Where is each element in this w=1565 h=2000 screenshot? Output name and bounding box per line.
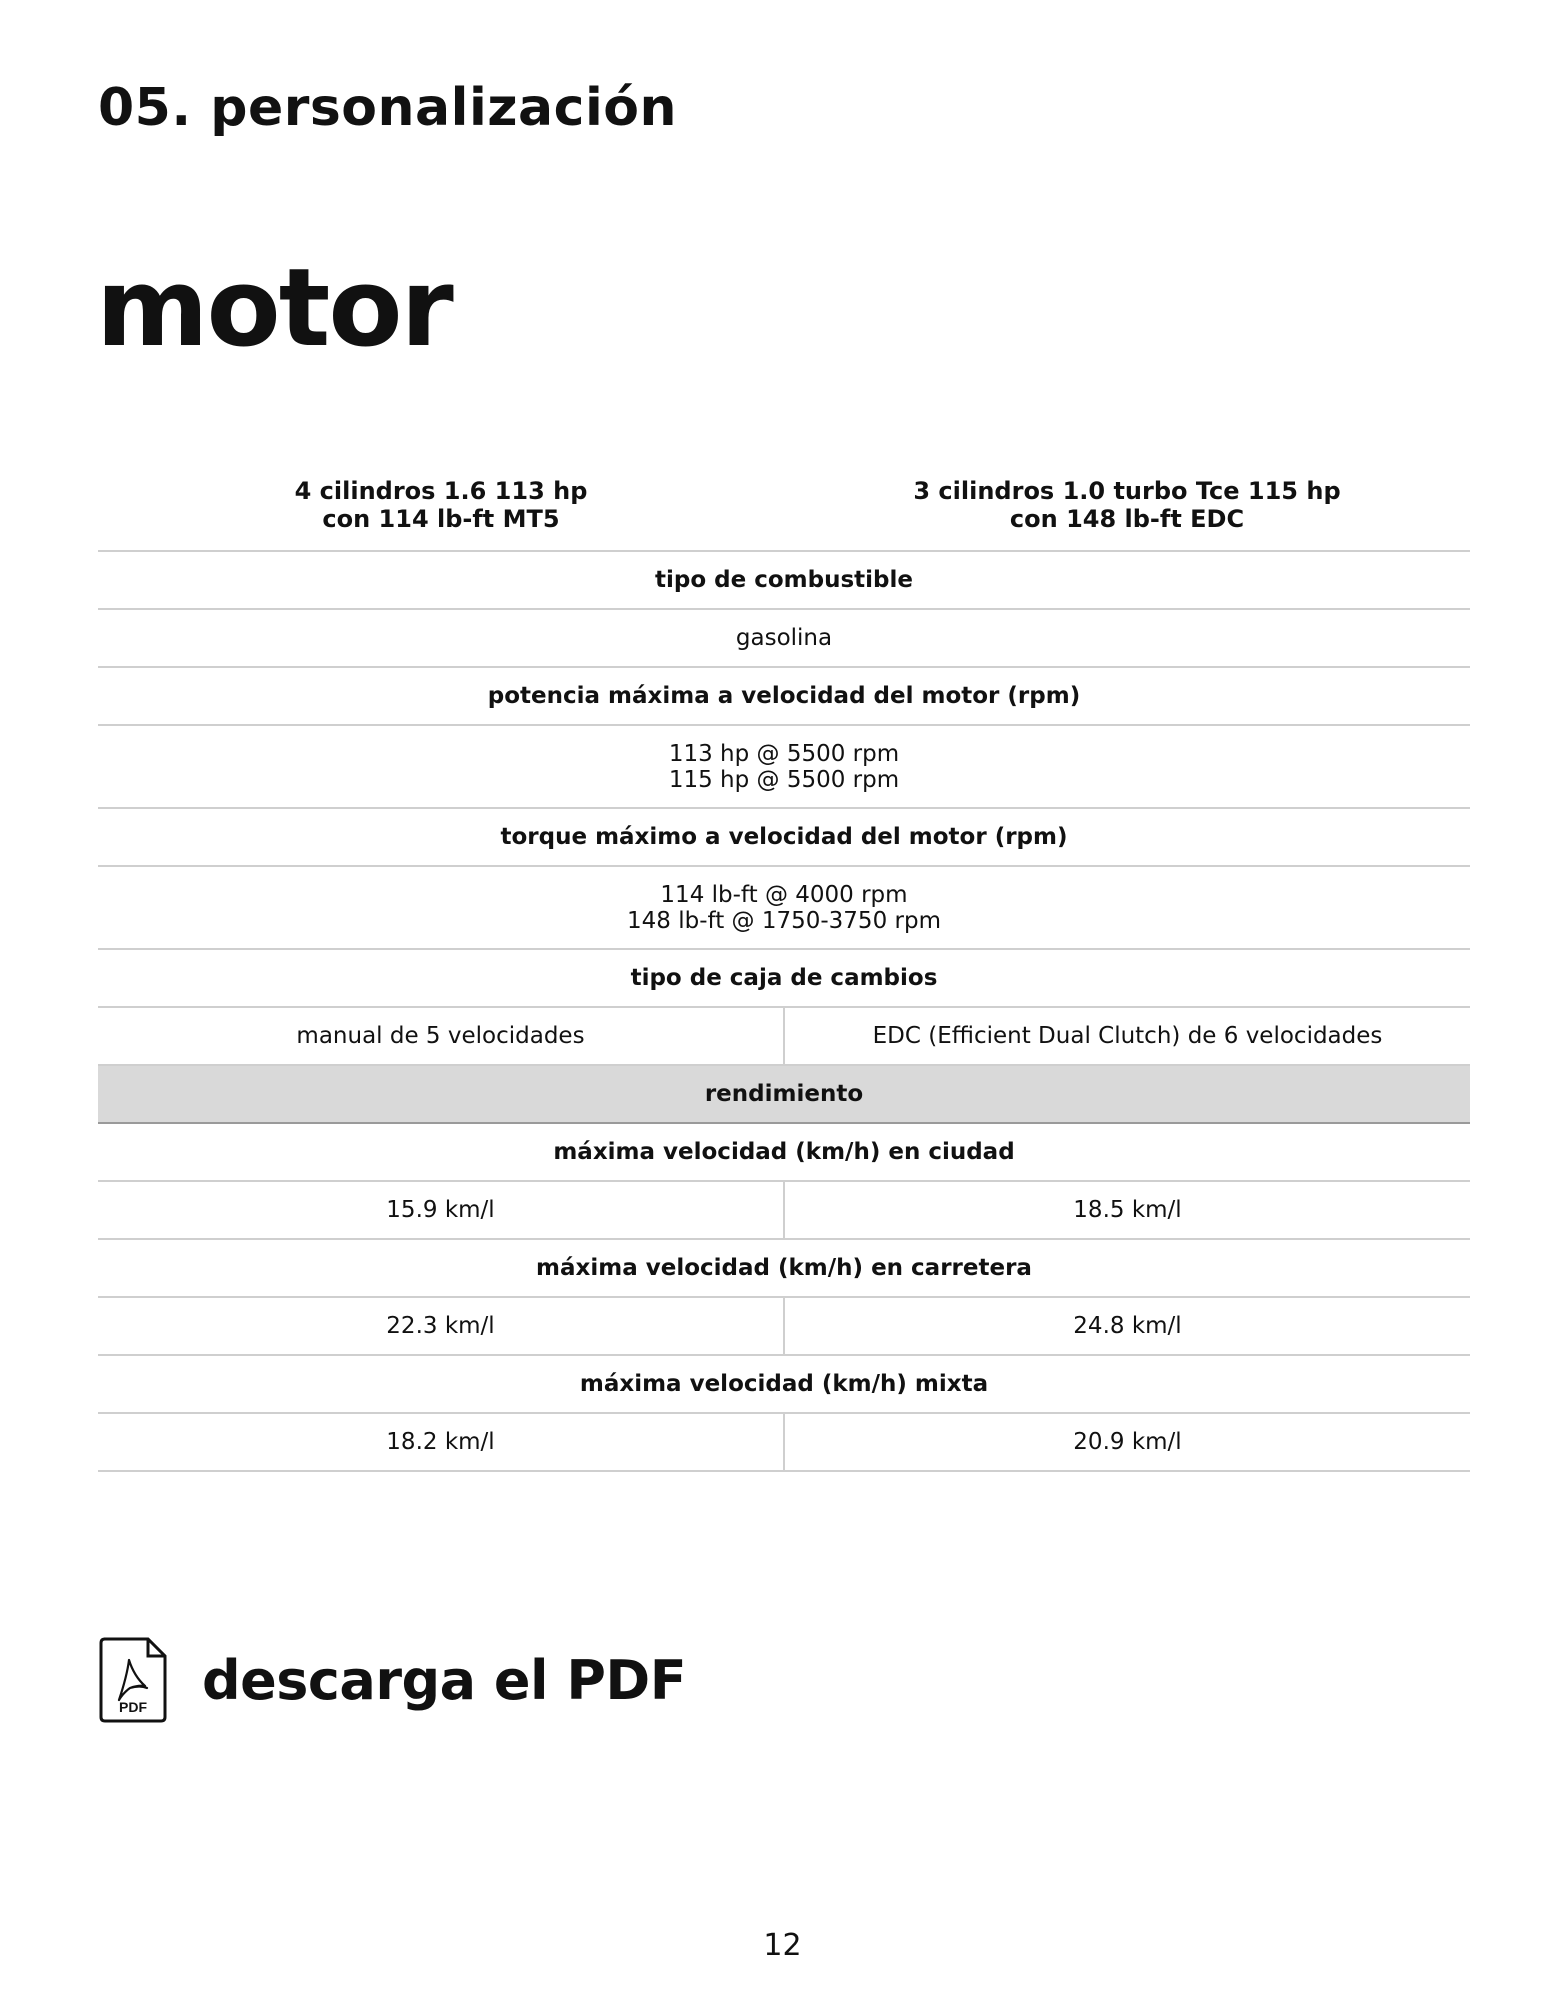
- fuel-type-label: tipo de combustible: [98, 552, 1470, 610]
- table-column-headers: [98, 460, 1470, 552]
- city-efficiency-engine-2: 18.5 km/l: [783, 1182, 1470, 1238]
- pdf-icon-label: PDF: [119, 1699, 147, 1715]
- gearbox-row: [98, 1008, 1470, 1066]
- max-power-label: potencia máxima a velocidad del motor (rpm): [98, 668, 1470, 726]
- mixed-efficiency-row: [98, 1414, 1470, 1472]
- mixed-efficiency-engine-1: 18.2 km/l: [386, 1429, 495, 1455]
- column-header-engine-2: 3 cilindros 1.0 turbo Tce 115 hp con 148 lb-ft EDC: [913, 477, 1341, 533]
- section-title: 05. personalización: [98, 78, 678, 138]
- gearbox-label: tipo de caja de cambios: [98, 950, 1470, 1008]
- city-efficiency-row: [98, 1182, 1470, 1240]
- download-pdf-label: descarga el PDF: [202, 1648, 687, 1712]
- download-pdf-link[interactable]: [98, 1636, 686, 1724]
- highway-efficiency-row: [98, 1298, 1470, 1356]
- pdf-file-icon: [98, 1636, 168, 1724]
- performance-group-header: rendimiento: [98, 1066, 1470, 1124]
- max-power-value: 113 hp @ 5500 rpm 115 hp @ 5500 rpm: [98, 726, 1470, 809]
- max-torque-label: torque máximo a velocidad del motor (rpm): [98, 809, 1470, 867]
- mixed-efficiency-label: máxima velocidad (km/h) mixta: [98, 1356, 1470, 1414]
- page-heading: motor: [96, 246, 452, 371]
- highway-efficiency-engine-1: 22.3 km/l: [386, 1313, 495, 1339]
- fuel-type-value: gasolina: [98, 610, 1470, 668]
- gearbox-value-engine-1: manual de 5 velocidades: [296, 1023, 585, 1049]
- city-efficiency-engine-1: 15.9 km/l: [386, 1197, 495, 1223]
- gearbox-value-engine-2: EDC (Efficient Dual Clutch) de 6 velocidades: [783, 1008, 1470, 1064]
- page-number: 12: [763, 1928, 802, 1963]
- max-torque-value: 114 lb-ft @ 4000 rpm 148 lb-ft @ 1750-3750 rpm: [98, 867, 1470, 950]
- engine-spec-table: [98, 460, 1470, 1472]
- highway-efficiency-label: máxima velocidad (km/h) en carretera: [98, 1240, 1470, 1298]
- column-header-engine-1: 4 cilindros 1.6 113 hp con 114 lb-ft MT5: [294, 477, 588, 533]
- mixed-efficiency-engine-2: 20.9 km/l: [783, 1414, 1470, 1470]
- highway-efficiency-engine-2: 24.8 km/l: [783, 1298, 1470, 1354]
- city-efficiency-label: máxima velocidad (km/h) en ciudad: [98, 1124, 1470, 1182]
